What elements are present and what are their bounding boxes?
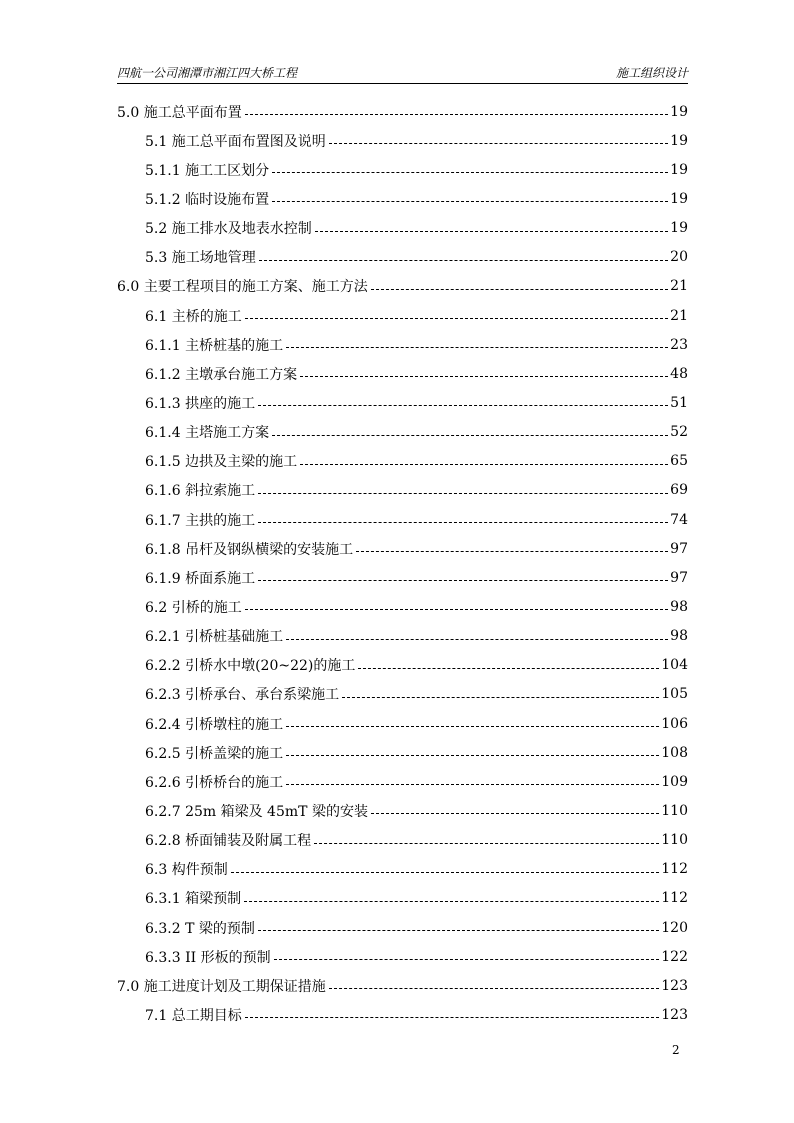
toc-dot-leader [314,843,659,844]
toc-entry[interactable] [117,855,688,884]
toc-entry-page: 112 [661,890,688,907]
toc-entry-page: 122 [661,948,688,965]
toc-dot-leader [286,639,668,640]
toc-dot-leader [329,988,660,989]
toc-entry-page: 110 [661,802,688,819]
toc-entry-page: 123 [661,977,688,994]
toc-dot-leader [245,114,668,115]
toc-entry[interactable] [117,767,688,796]
toc-dot-leader [245,318,668,319]
toc-entry-page: 19 [670,103,688,120]
table-of-contents [117,97,688,1030]
toc-entry-page: 52 [670,424,688,441]
toc-entry-title: 6.1.2 主墩承台施工方案 [145,366,298,383]
toc-dot-leader [286,726,659,727]
toc-dot-leader [258,405,668,406]
toc-entry-title: 6.3.3 II 形板的预制 [145,949,271,966]
toc-entry-title: 6.1.8 吊杆及钢纵横梁的安装施工 [145,541,354,558]
toc-entry[interactable] [117,243,688,272]
toc-entry-page: 23 [670,336,688,353]
toc-entry[interactable] [117,505,688,534]
toc-entry-title: 6.1.4 主塔施工方案 [145,425,270,442]
toc-entry-title: 6.1.5 边拱及主梁的施工 [145,454,298,471]
toc-entry[interactable] [117,913,688,942]
toc-dot-leader [371,289,668,290]
toc-entry[interactable] [117,126,688,155]
page-header [117,62,688,84]
toc-dot-leader [272,201,668,202]
toc-entry-page: 21 [670,307,688,324]
toc-entry-title: 5.0 施工总平面布置 [117,104,242,121]
toc-dot-leader [286,347,668,348]
toc-entry-title: 6.2.7 25m 箱梁及 45mT 梁的安装 [145,803,368,820]
toc-entry[interactable] [117,680,688,709]
toc-entry[interactable] [117,826,688,855]
toc-entry[interactable] [117,476,688,505]
toc-entry[interactable] [117,97,688,126]
toc-entry-page: 112 [661,861,688,878]
toc-entry-page: 123 [661,1006,688,1023]
toc-entry-title: 6.2.6 引桥桥台的施工 [145,774,284,791]
toc-dot-leader [315,231,668,232]
toc-dot-leader [300,376,668,377]
toc-entry[interactable] [117,447,688,476]
toc-entry-title: 6.1 主桥的施工 [145,308,242,325]
toc-entry[interactable] [117,971,688,1000]
toc-entry[interactable] [117,272,688,301]
toc-entry[interactable] [117,563,688,592]
toc-entry[interactable] [117,214,688,243]
toc-entry-title: 6.2 引桥的施工 [145,599,242,616]
toc-entry-title: 6.3 构件预制 [145,862,228,879]
toc-entry-page: 104 [661,657,688,674]
toc-entry-title: 5.2 施工排水及地表水控制 [145,221,312,238]
toc-dot-leader [272,172,668,173]
toc-dot-leader [245,609,668,610]
toc-entry-title: 6.1.6 斜拉索施工 [145,483,256,500]
toc-entry-page: 108 [661,744,688,761]
toc-entry-title: 6.1.7 主拱的施工 [145,512,256,529]
toc-entry-title: 5.1.1 施工工区划分 [145,162,270,179]
toc-entry-page: 51 [670,394,688,411]
toc-dot-leader [258,522,668,523]
toc-entry[interactable] [117,796,688,825]
toc-entry[interactable] [117,738,688,767]
toc-entry-page: 48 [670,365,688,382]
toc-entry-title: 6.3.2 T 梁的预制 [145,920,255,937]
toc-dot-leader [371,813,659,814]
toc-dot-leader [258,580,668,581]
toc-entry-page: 98 [670,628,688,645]
toc-entry-title: 6.1.1 主桥桩基的施工 [145,337,284,354]
toc-entry-title: 5.1.2 临时设施布置 [145,191,270,208]
toc-dot-leader [272,435,668,436]
toc-entry-page: 97 [670,569,688,586]
toc-dot-leader [300,464,668,465]
toc-entry-title: 6.2.2 引桥水中墩(20~22)的施工 [145,658,356,675]
toc-entry-title: 5.1 施工总平面布置图及说明 [145,133,326,150]
toc-dot-leader [231,872,660,873]
toc-entry[interactable] [117,330,688,359]
toc-entry-title: 6.1.3 拱座的施工 [145,395,256,412]
header-project-title: 四航一公司湘潭市湘江四大桥工程 [117,66,298,80]
toc-entry-page: 20 [670,249,688,266]
toc-entry-title: 6.2.4 引桥墩柱的施工 [145,716,284,733]
toc-dot-leader [342,697,659,698]
toc-dot-leader [258,930,659,931]
toc-entry-title: 6.3.1 箱梁预制 [145,891,242,908]
toc-entry[interactable] [117,709,688,738]
toc-entry[interactable] [117,884,688,913]
page-number: 2 [672,1043,680,1057]
toc-dot-leader [259,260,668,261]
toc-entry[interactable] [117,592,688,621]
toc-entry[interactable] [117,942,688,971]
toc-entry-page: 65 [670,453,688,470]
toc-dot-leader [274,959,660,960]
toc-entry[interactable] [117,388,688,417]
toc-entry[interactable] [117,359,688,388]
toc-dot-leader [329,143,668,144]
toc-entry[interactable] [117,301,688,330]
header-rule [117,83,688,84]
toc-entry[interactable] [117,534,688,563]
toc-entry-title: 6.2.3 引桥承台、承台系梁施工 [145,687,340,704]
toc-entry[interactable] [117,155,688,184]
toc-entry-page: 110 [661,832,688,849]
toc-entry-page: 74 [670,511,688,528]
toc-entry-title: 7.0 施工进度计划及工期保证措施 [117,978,326,995]
toc-entry-page: 69 [670,482,688,499]
toc-dot-leader [286,755,659,756]
toc-entry[interactable] [117,418,688,447]
toc-entry-title: 6.2.5 引桥盖梁的施工 [145,745,284,762]
toc-entry-page: 120 [661,919,688,936]
toc-entry-page: 106 [661,715,688,732]
toc-dot-leader [258,493,668,494]
toc-entry-title: 6.0 主要工程项目的施工方案、施工方法 [117,279,368,296]
toc-entry-page: 21 [670,278,688,295]
header-document-type: 施工组织设计 [615,66,688,80]
toc-entry[interactable] [117,1000,688,1029]
toc-entry-page: 97 [670,540,688,557]
toc-entry-title: 7.1 总工期目标 [145,1007,242,1024]
toc-entry[interactable] [117,622,688,651]
toc-entry-page: 19 [670,220,688,237]
toc-entry-page: 19 [670,132,688,149]
toc-entry-page: 109 [661,773,688,790]
toc-dot-leader [245,1017,660,1018]
toc-entry-title: 6.2.8 桥面铺装及附属工程 [145,833,312,850]
toc-dot-leader [358,668,659,669]
toc-entry-title: 5.3 施工场地管理 [145,250,256,267]
toc-entry-page: 98 [670,598,688,615]
toc-entry[interactable] [117,184,688,213]
toc-entry-title: 6.2.1 引桥桩基础施工 [145,629,284,646]
toc-dot-leader [286,784,659,785]
toc-entry-title: 6.1.9 桥面系施工 [145,570,256,587]
toc-entry[interactable] [117,651,688,680]
toc-entry-page: 19 [670,190,688,207]
toc-entry-page: 105 [661,686,688,703]
toc-dot-leader [244,901,659,902]
toc-dot-leader [356,551,668,552]
toc-entry-page: 19 [670,161,688,178]
